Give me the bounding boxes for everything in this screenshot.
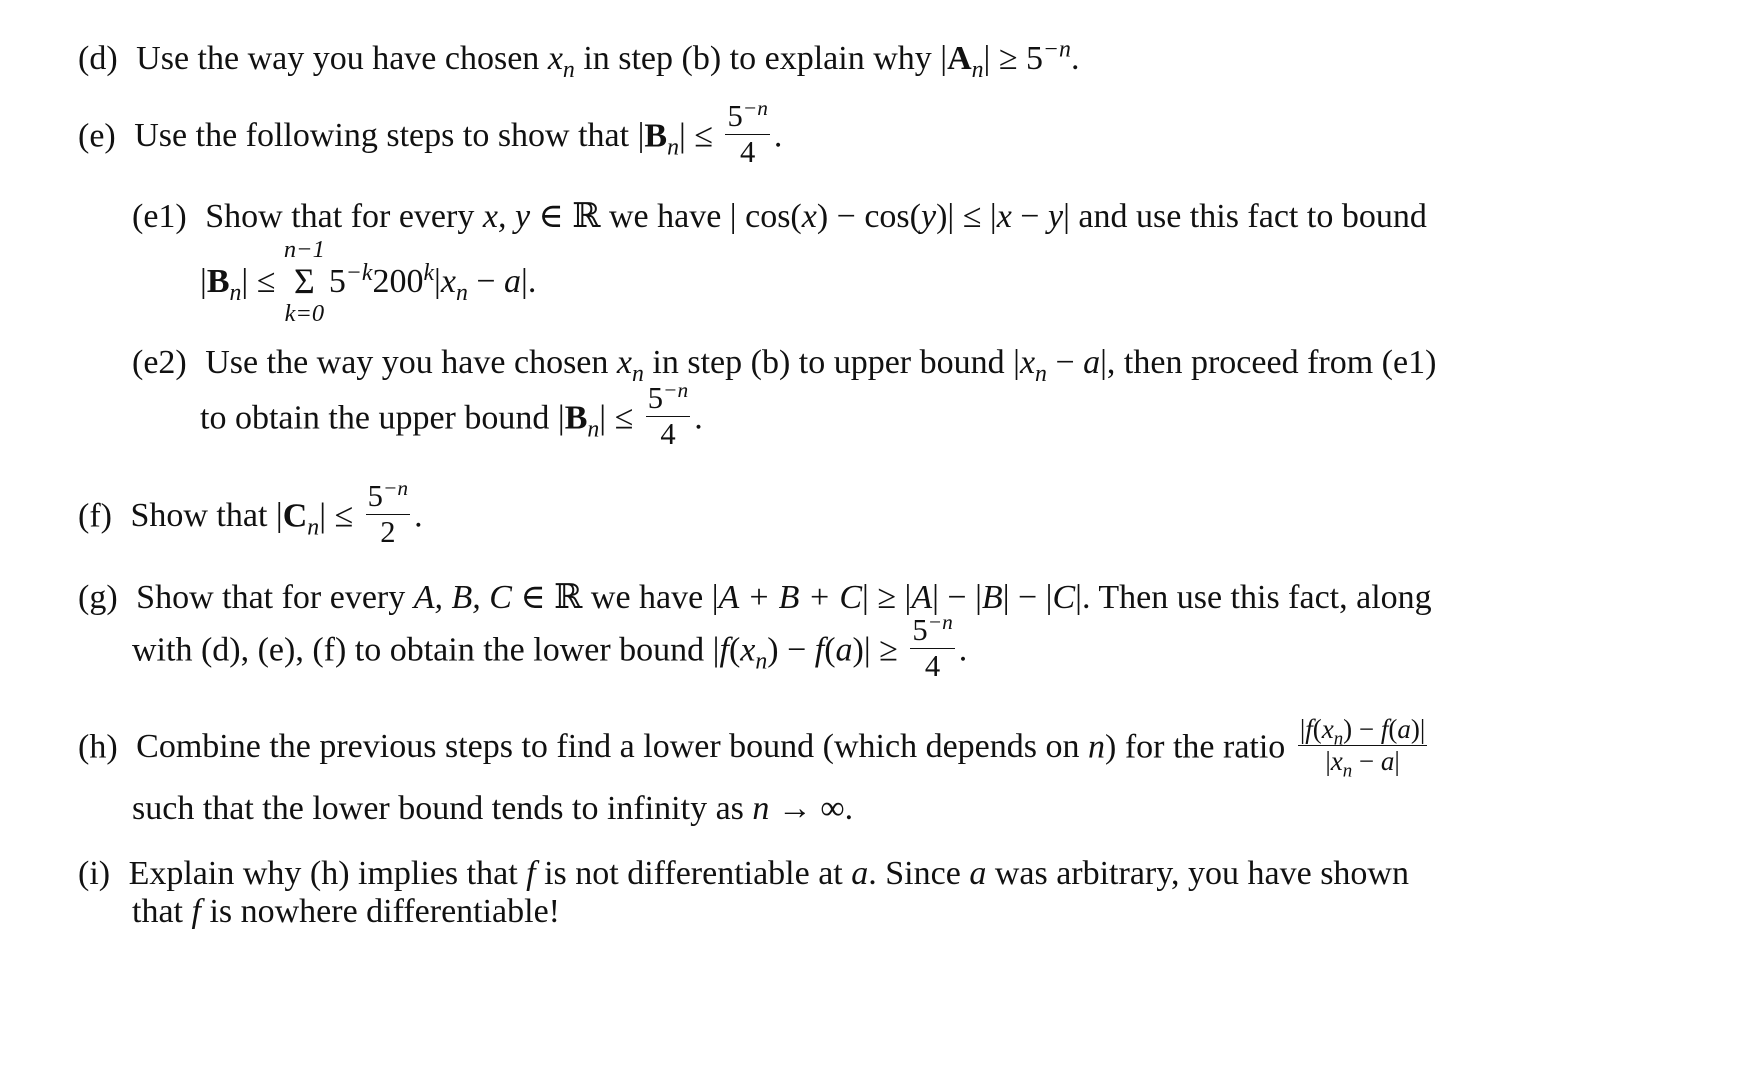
item-h: (h) Combine the previous steps to find a lower bound (which depends on n) for the ratio $\frac{|f(x_n) - f(a)|}{|x_n - a|}$ — [78, 714, 1426, 782]
item-label: (f) — [78, 497, 112, 535]
fraction: $\frac{5^{-n}}{4}$ — [647, 377, 689, 452]
item-e2-line2: to obtain the upper bound $|B_n|$ ≤ $\frac{5^{-n}}{4}$ . — [200, 377, 703, 452]
sum-symbol: n−1 Σ k=0 — [283, 236, 325, 328]
item-e: (e) Use the following steps to show that $|B_n|$ ≤ $\frac{5^{-n}}{4}$ . — [78, 95, 783, 170]
item-i-line2: that f is nowhere differentiable! — [132, 893, 560, 930]
item-g: (g) Show that for every A, B, C ∈ ℝ we have |A + B + C| ≥ |A| − |B| − |C|. Then use this fact, along — [78, 579, 1432, 616]
item-h-line2: such that the lower bound tends to infinity as n → ∞. — [132, 790, 854, 827]
item-e2: (e2) Use the way you have chosen $x_n$ in step (b) to upper bound $|x_n - a|$, then proceed from (e1) — [132, 344, 1437, 387]
item-label: (d) — [78, 40, 118, 77]
item-label: (e) — [78, 117, 116, 155]
ratio-fraction: $\frac{|f(x_n) - f(a)|}{|x_n - a|}$ — [1299, 714, 1426, 782]
item-g-line2: with (d), (e), (f) to obtain the lower bound $|f(x_n) - f(a)|$ ≥ $\frac{5^{-n}}{4}$ . — [132, 609, 968, 684]
item-i: (i) Explain why (h) implies that f is not differentiable at a. Since a was arbitrary, you have shown — [78, 855, 1409, 892]
item-label: (i) — [78, 855, 111, 892]
item-f: (f) Show that $|C_n|$ ≤ $\frac{5^{-n}}{2}$ . — [78, 475, 423, 550]
fraction: $\frac{5^{-n}}{4}$ — [912, 609, 953, 684]
item-e1-formula: $|B_n|$ ≤ n−1 Σ k=0 $5^{-k}200^k|x_n - a|$. — [200, 236, 537, 328]
fraction: $\frac{5^{-n}}{2}$ — [367, 475, 409, 550]
item-d: (d) Use the way you have chosen $x_n$ in step (b) to explain why $|A_n| \ge 5^{-n}$. — [78, 36, 1080, 83]
item-e1: (e1) Show that for every x, y ∈ ℝ we have | cos(x) − cos(y)| ≤ |x − y| and use this fact to bound — [132, 198, 1427, 235]
item-label: (e2) — [132, 344, 187, 381]
item-label: (e1) — [132, 198, 187, 235]
item-label: (g) — [78, 579, 118, 616]
item-label: (h) — [78, 728, 118, 766]
fraction: $\frac{5^{-n}}{4}$ — [727, 95, 768, 170]
